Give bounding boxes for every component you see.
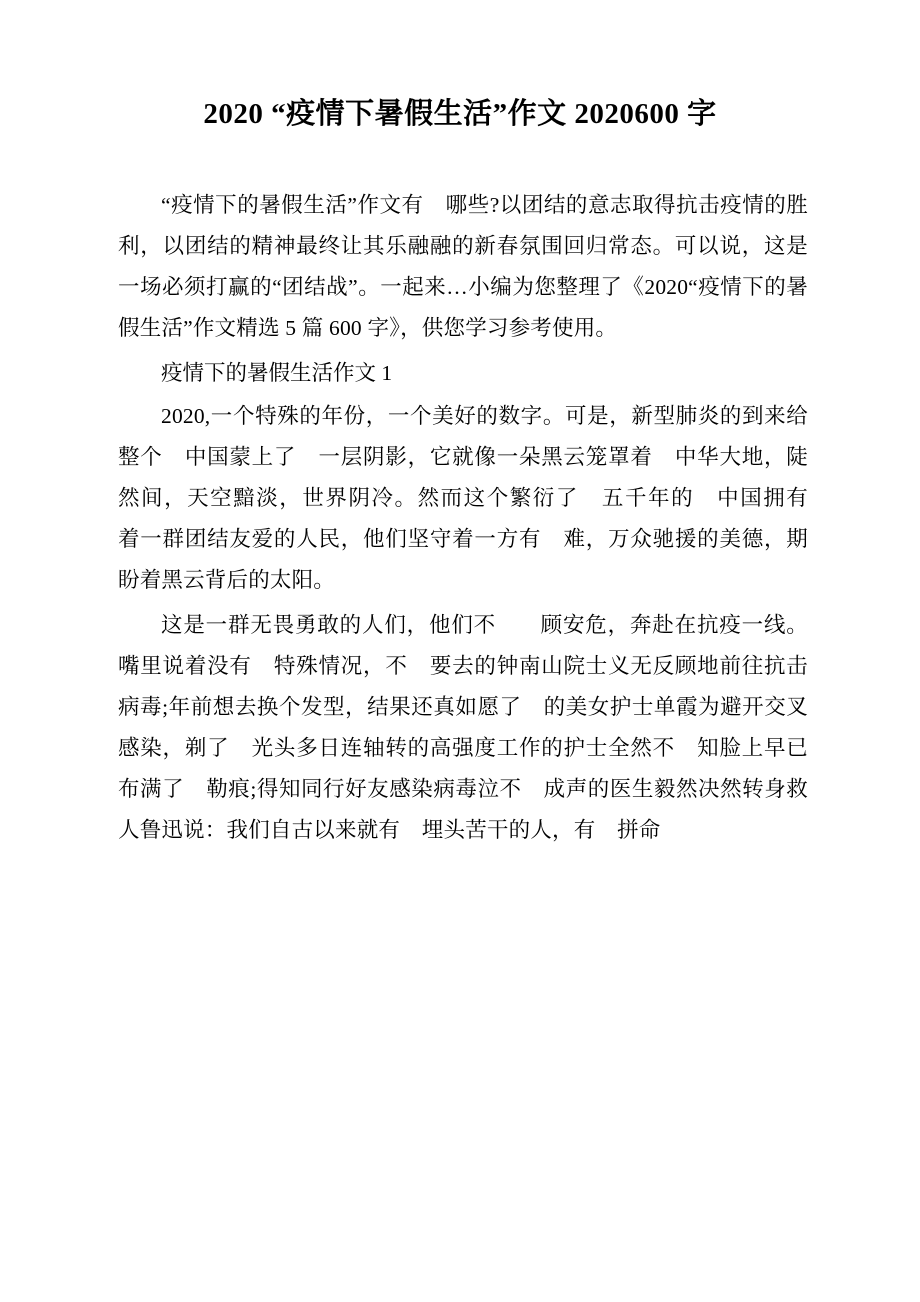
document-body [118,185,830,851]
paragraph-intro: “疫情下的暑假生活”作文有 哪些?以团结的意志取得抗击疫情的胜利，以团结的精神最终让其乐融融的新春氛围回归常态。可以说，这是一场必须打赢的“团结战”。一起来…小编为您整理了《2020“疫情下的暑假生活”作文精选 5 篇 600 字》，供您学习参考使用。 [118,193,808,340]
page-title: 2020 “疫情下暑假生活”作文 2020600 字 [203,98,717,130]
paragraph-body-1: 2020,一个特殊的年份，一个美好的数字。可是，新型肺炎的到来给整个 中国蒙上了 一层阴影，它就像一朵黑云笼罩着 中华大地，陡然间，天空黯淡，世界阴冷。然而这个繁衍了 五千年的 中国拥有 着一群团结友爱的人民，他们坚守着一方有 难，万众驰援的美德，期盼着黑云背后的太阳。 [118,404,830,592]
section-heading-essay-1: 疫情下的暑假生活作文 1 [161,361,393,385]
paragraph-body-2: 这是一群无畏勇敢的人们，他们不 顾安危，奔赴在抗疫一线。嘴里说着没有 特殊情况，不 要去的钟南山院士义无反顾地前往抗击病毒;年前想去换个发型，结果还真如愿了 的美女护士单霞为避开交叉感染，剃了 光头多日连轴转的高强度工作的护士全然不 知脸上早已布满了 勒痕;得知同行好友感染病毒泣不 成声的医生毅然决然转身救人鲁迅说：我们自古以来就有 埋头苦干的人，有 拼命 [118,613,808,842]
